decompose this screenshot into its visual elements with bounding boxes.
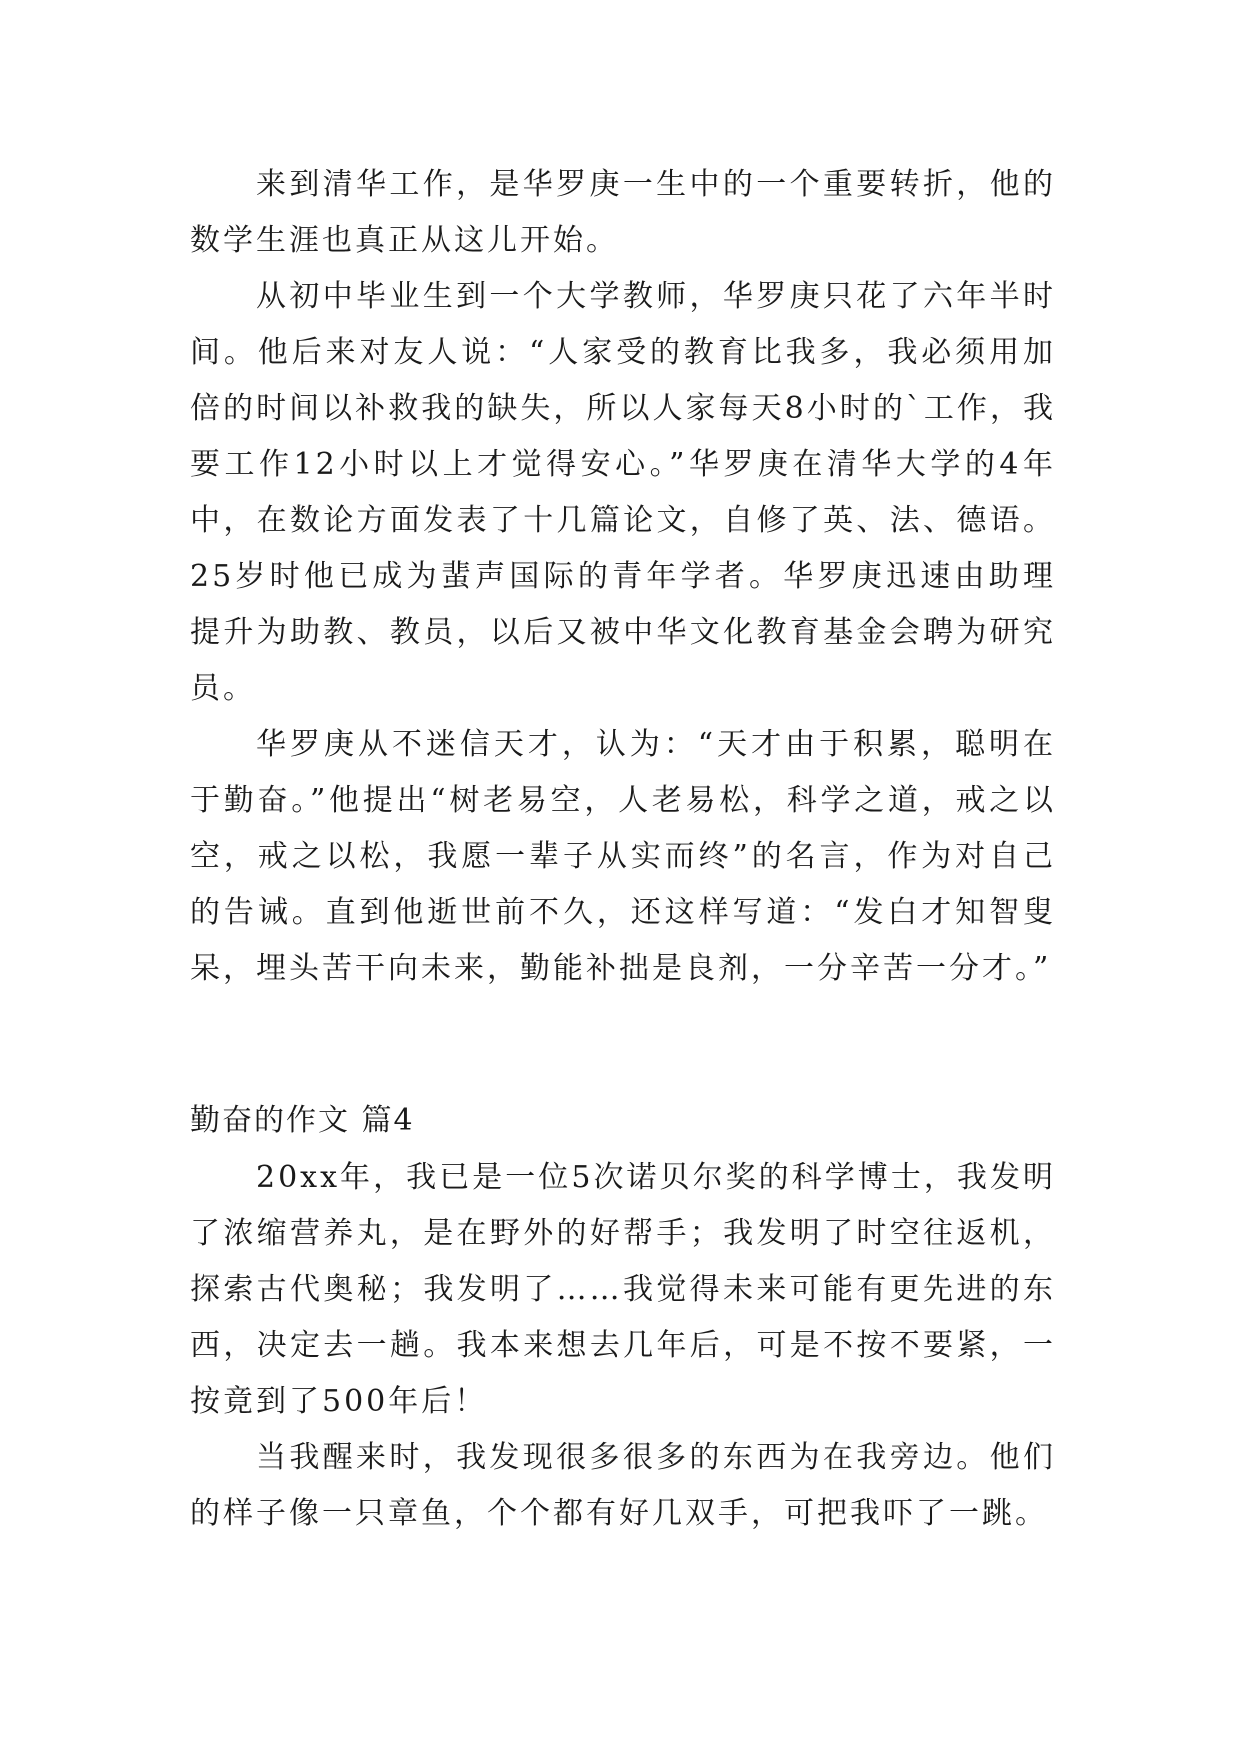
paragraph-1: 来到清华工作，是华罗庚一生中的一个重要转折，他的数学生涯也真正从这儿开始。 <box>190 167 1056 258</box>
text-block-2 <box>190 1150 1056 1542</box>
section-heading: 勤奋的作文 篇4 <box>190 1103 415 1138</box>
paragraph-3: 华罗庚从不迷信天才，认为：“天才由于积累，聪明在于勤奋。”他提出“树老易空，人老易松，科学之道，戒之以空，戒之以松，我愿一辈子从实而终”的名言，作为对自己的告诫。直到他逝世前不久，还这样写道：“发白才知智叟呆，埋头苦干向未来，勤能补拙是良剂，一分辛苦一分才。” <box>190 727 1056 986</box>
paragraph-4: 20xx年，我已是一位5次诺贝尔奖的科学博士，我发明了浓缩营养丸，是在野外的好帮手；我发明了时空往返机，探索古代奥秘；我发明了……我觉得未来可能有更先进的东西，决定去一趟。我本来想去几年后，可是不按不要紧，一按竟到了500年后！ <box>190 1160 1056 1419</box>
text-block-1 <box>190 157 1056 997</box>
paragraph-5: 当我醒来时，我发现很多很多的东西为在我旁边。他们的样子像一只章鱼，个个都有好几双手，可把我吓了一跳。 <box>190 1440 1056 1531</box>
paragraph-2: 从初中毕业生到一个大学教师，华罗庚只花了六年半时间。他后来对友人说：“人家受的教育比我多，我必须用加倍的时间以补救我的缺失，所以人家每天8小时的`工作，我要工作12小时以上才觉得安心。”华罗庚在清华大学的4年中，在数论方面发表了十几篇论文，自修了英、法、德语。25岁时他已成为蜚声国际的青年学者。华罗庚迅速由助理提升为助教、教员，以后又被中华文化教育基金会聘为研究员。 <box>190 279 1056 706</box>
